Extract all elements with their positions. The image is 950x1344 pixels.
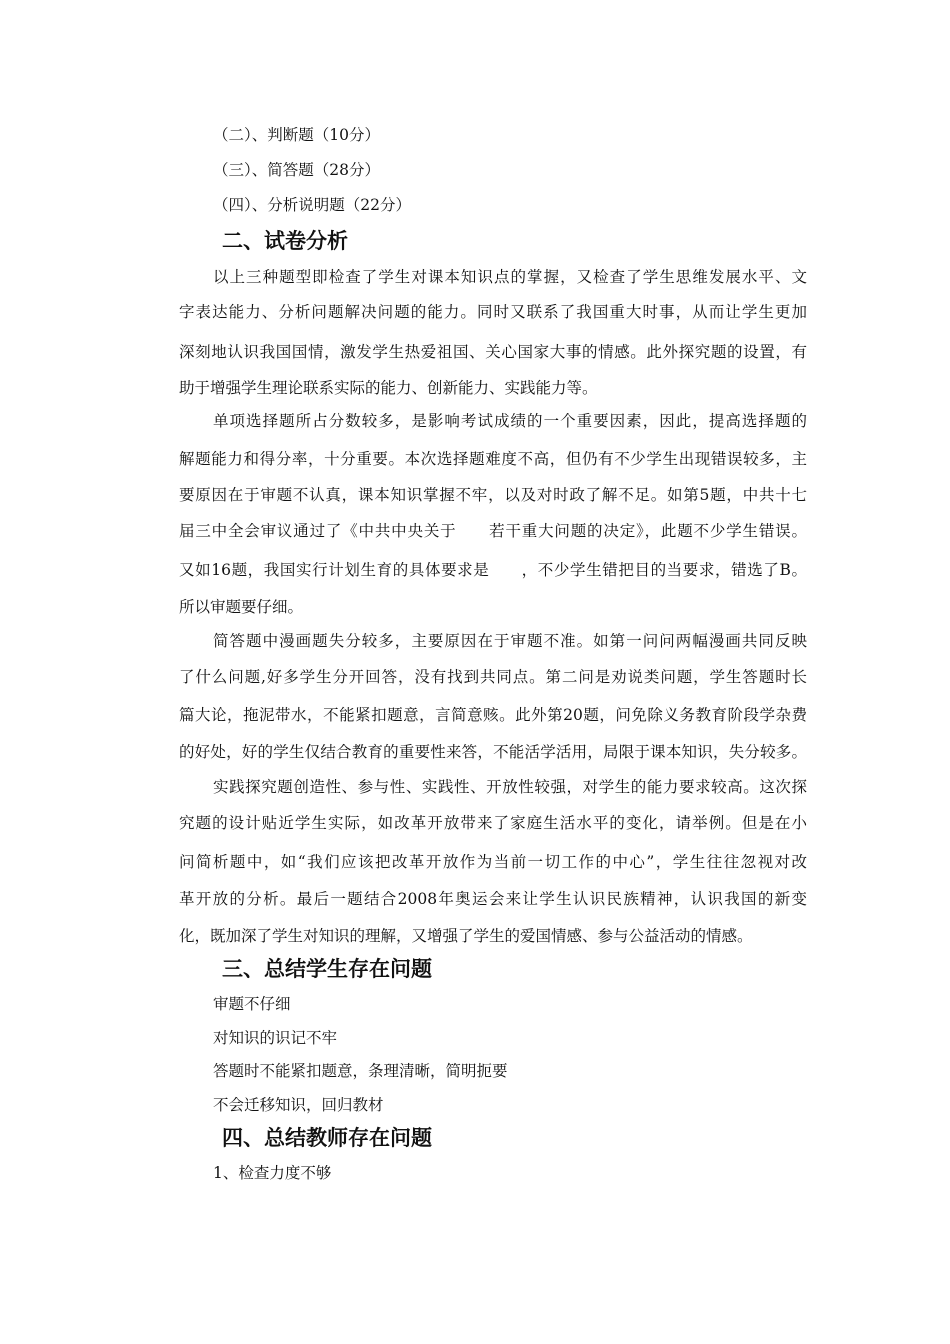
paragraph-line: 实践探究题创造性、参与性、实践性、开放性较强，对学生的能力要求较高。这次探	[213, 778, 807, 796]
exam-section-item: （四）、分析说明题（22分）	[213, 196, 411, 214]
paragraph-line: 以上三种题型即检查了学生对课本知识点的掌握，又检查了学生思维发展水平、文	[213, 268, 807, 286]
paragraph-line: 要原因在于审题不认真，课本知识掌握不牢，以及对时政了解不足。如第5题，中共十七	[179, 486, 807, 504]
student-problem-item: 答题时不能紧扣题意，条理清晰，简明扼要	[213, 1062, 508, 1080]
paragraph-line: 的好处，好的学生仅结合教育的重要性来答，不能活学活用，局限于课本知识，失分较多。	[179, 743, 807, 761]
paragraph-line: 所以审题要仔细。	[179, 598, 304, 616]
student-problem-item: 不会迁移知识，回归教材	[213, 1096, 384, 1114]
paragraph-line: 篇大论，拖泥带水，不能紧扣题意，言简意赅。此外第20题，问免除义务教育阶段学杂费	[179, 706, 807, 724]
paragraph-line: 单项选择题所占分数较多，是影响考试成绩的一个重要因素，因此，提高选择题的	[213, 412, 807, 430]
paragraph-line: 届三中全会审议通过了《中共中央关于 若干重大问题的决定》，此题不少学生错误。	[179, 522, 807, 540]
paragraph-line: 究题的设计贴近学生实际，如改革开放带来了家庭生活水平的变化，请举例。但是在小	[179, 814, 807, 832]
student-problem-item: 对知识的识记不牢	[213, 1029, 338, 1047]
paragraph-line: 化，既加深了学生对知识的理解，又增强了学生的爱国情感、参与公益活动的情感。	[179, 927, 753, 945]
exam-section-item: （三）、简答题（28分）	[213, 161, 380, 179]
heading-exam-analysis: 二、试卷分析	[222, 229, 348, 253]
heading-student-problems: 三、总结学生存在问题	[222, 957, 432, 981]
paragraph-line: 革开放的分析。最后一题结合2008年奥运会来让学生认识民族精神，认识我国的新变	[179, 890, 807, 908]
paragraph-line: 了什么问题,好多学生分开回答，没有找到共同点。第二问是劝说类问题，学生答题时长	[179, 668, 807, 686]
paragraph-line: 问简析题中，如“我们应该把改革开放作为当前一切工作的中心”，学生往往忽视对改	[179, 853, 807, 871]
paragraph-line: 又如16题，我国实行计划生育的具体要求是 ，不少学生错把目的当要求，错选了B。	[179, 561, 807, 579]
paragraph-line: 助于增强学生理论联系实际的能力、创新能力、实践能力等。	[179, 379, 598, 397]
student-problem-item: 审题不仔细	[213, 995, 291, 1013]
exam-section-item: （二）、判断题（10分）	[213, 126, 380, 144]
teacher-problem-item: 1、检查力度不够	[213, 1164, 332, 1182]
heading-teacher-problems: 四、总结教师存在问题	[222, 1126, 432, 1150]
paragraph-line: 简答题中漫画题失分较多，主要原因在于审题不准。如第一问问两幅漫画共同反映	[213, 632, 807, 650]
paragraph-line: 字表达能力、分析问题解决问题的能力。同时又联系了我国重大时事，从而让学生更加	[179, 303, 807, 321]
paragraph-line: 解题能力和得分率，十分重要。本次选择题难度不高，但仍有不少学生出现错误较多，主	[179, 450, 807, 468]
paragraph-line: 深刻地认识我国国情，激发学生热爱祖国、关心国家大事的情感。此外探究题的设置，有	[179, 343, 807, 361]
